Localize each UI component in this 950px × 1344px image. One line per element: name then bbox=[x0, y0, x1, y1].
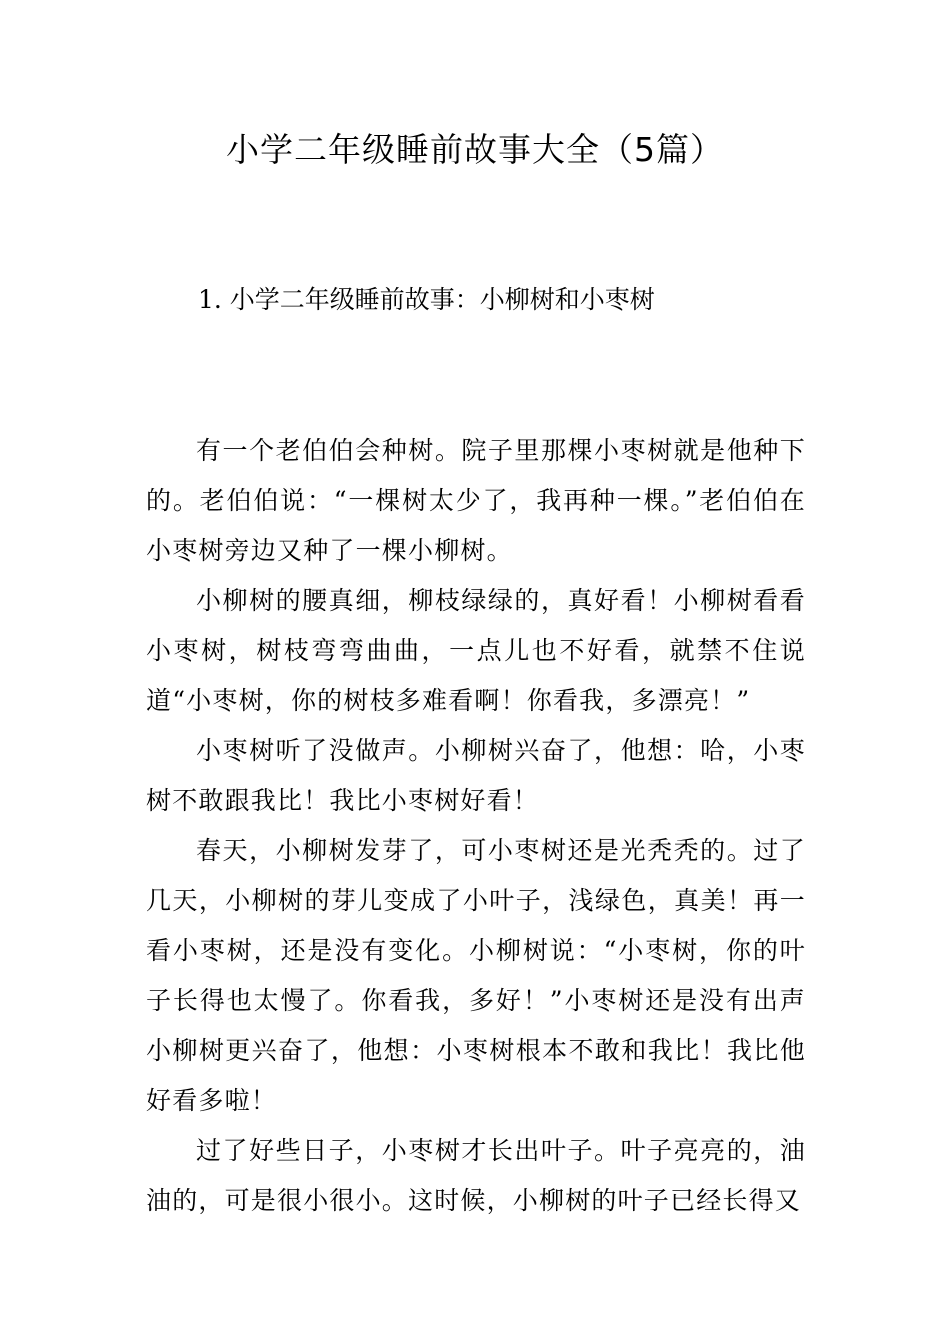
story-body bbox=[146, 426, 806, 1226]
paragraph: 有一个老伯伯会种树。院子里那棵小枣树就是他种下的。老伯伯说：“一棵树太少了，我再种一棵。”老伯伯在小枣树旁边又种了一棵小柳树。 bbox=[146, 436, 806, 565]
paragraph: 过了好些日子，小枣树才长出叶子。叶子亮亮的，油油的，可是很小很小。这时候，小柳树的叶子已经长得又 bbox=[146, 1136, 806, 1215]
paragraph: 春天，小柳树发芽了，可小枣树还是光秃秃的。过了几天，小柳树的芽儿变成了小叶子，浅绿色，真美！再一看小枣树，还是没有变化。小柳树说：“小枣树，你的叶子长得也太慢了。你看我，多好！”小枣树还是没有出声小柳树更兴奋了，他想：小枣树根本不敢和我比！我比他好看多啦！ bbox=[146, 836, 806, 1115]
paragraph: 小柳树的腰真细，柳枝绿绿的，真好看！小柳树看看小枣树，树枝弯弯曲曲，一点儿也不好看，就禁不住说道“小枣树，你的树枝多难看啊！你看我，多漂亮！” bbox=[146, 586, 806, 715]
paragraph: 小枣树听了没做声。小柳树兴奋了，他想：哈，小枣树不敢跟我比！我比小枣树好看！ bbox=[146, 736, 806, 815]
document-title: 小学二年级睡前故事大全（5篇） bbox=[226, 130, 724, 169]
section-heading: 1. 小学二年级睡前故事：小柳树和小枣树 bbox=[198, 285, 655, 314]
